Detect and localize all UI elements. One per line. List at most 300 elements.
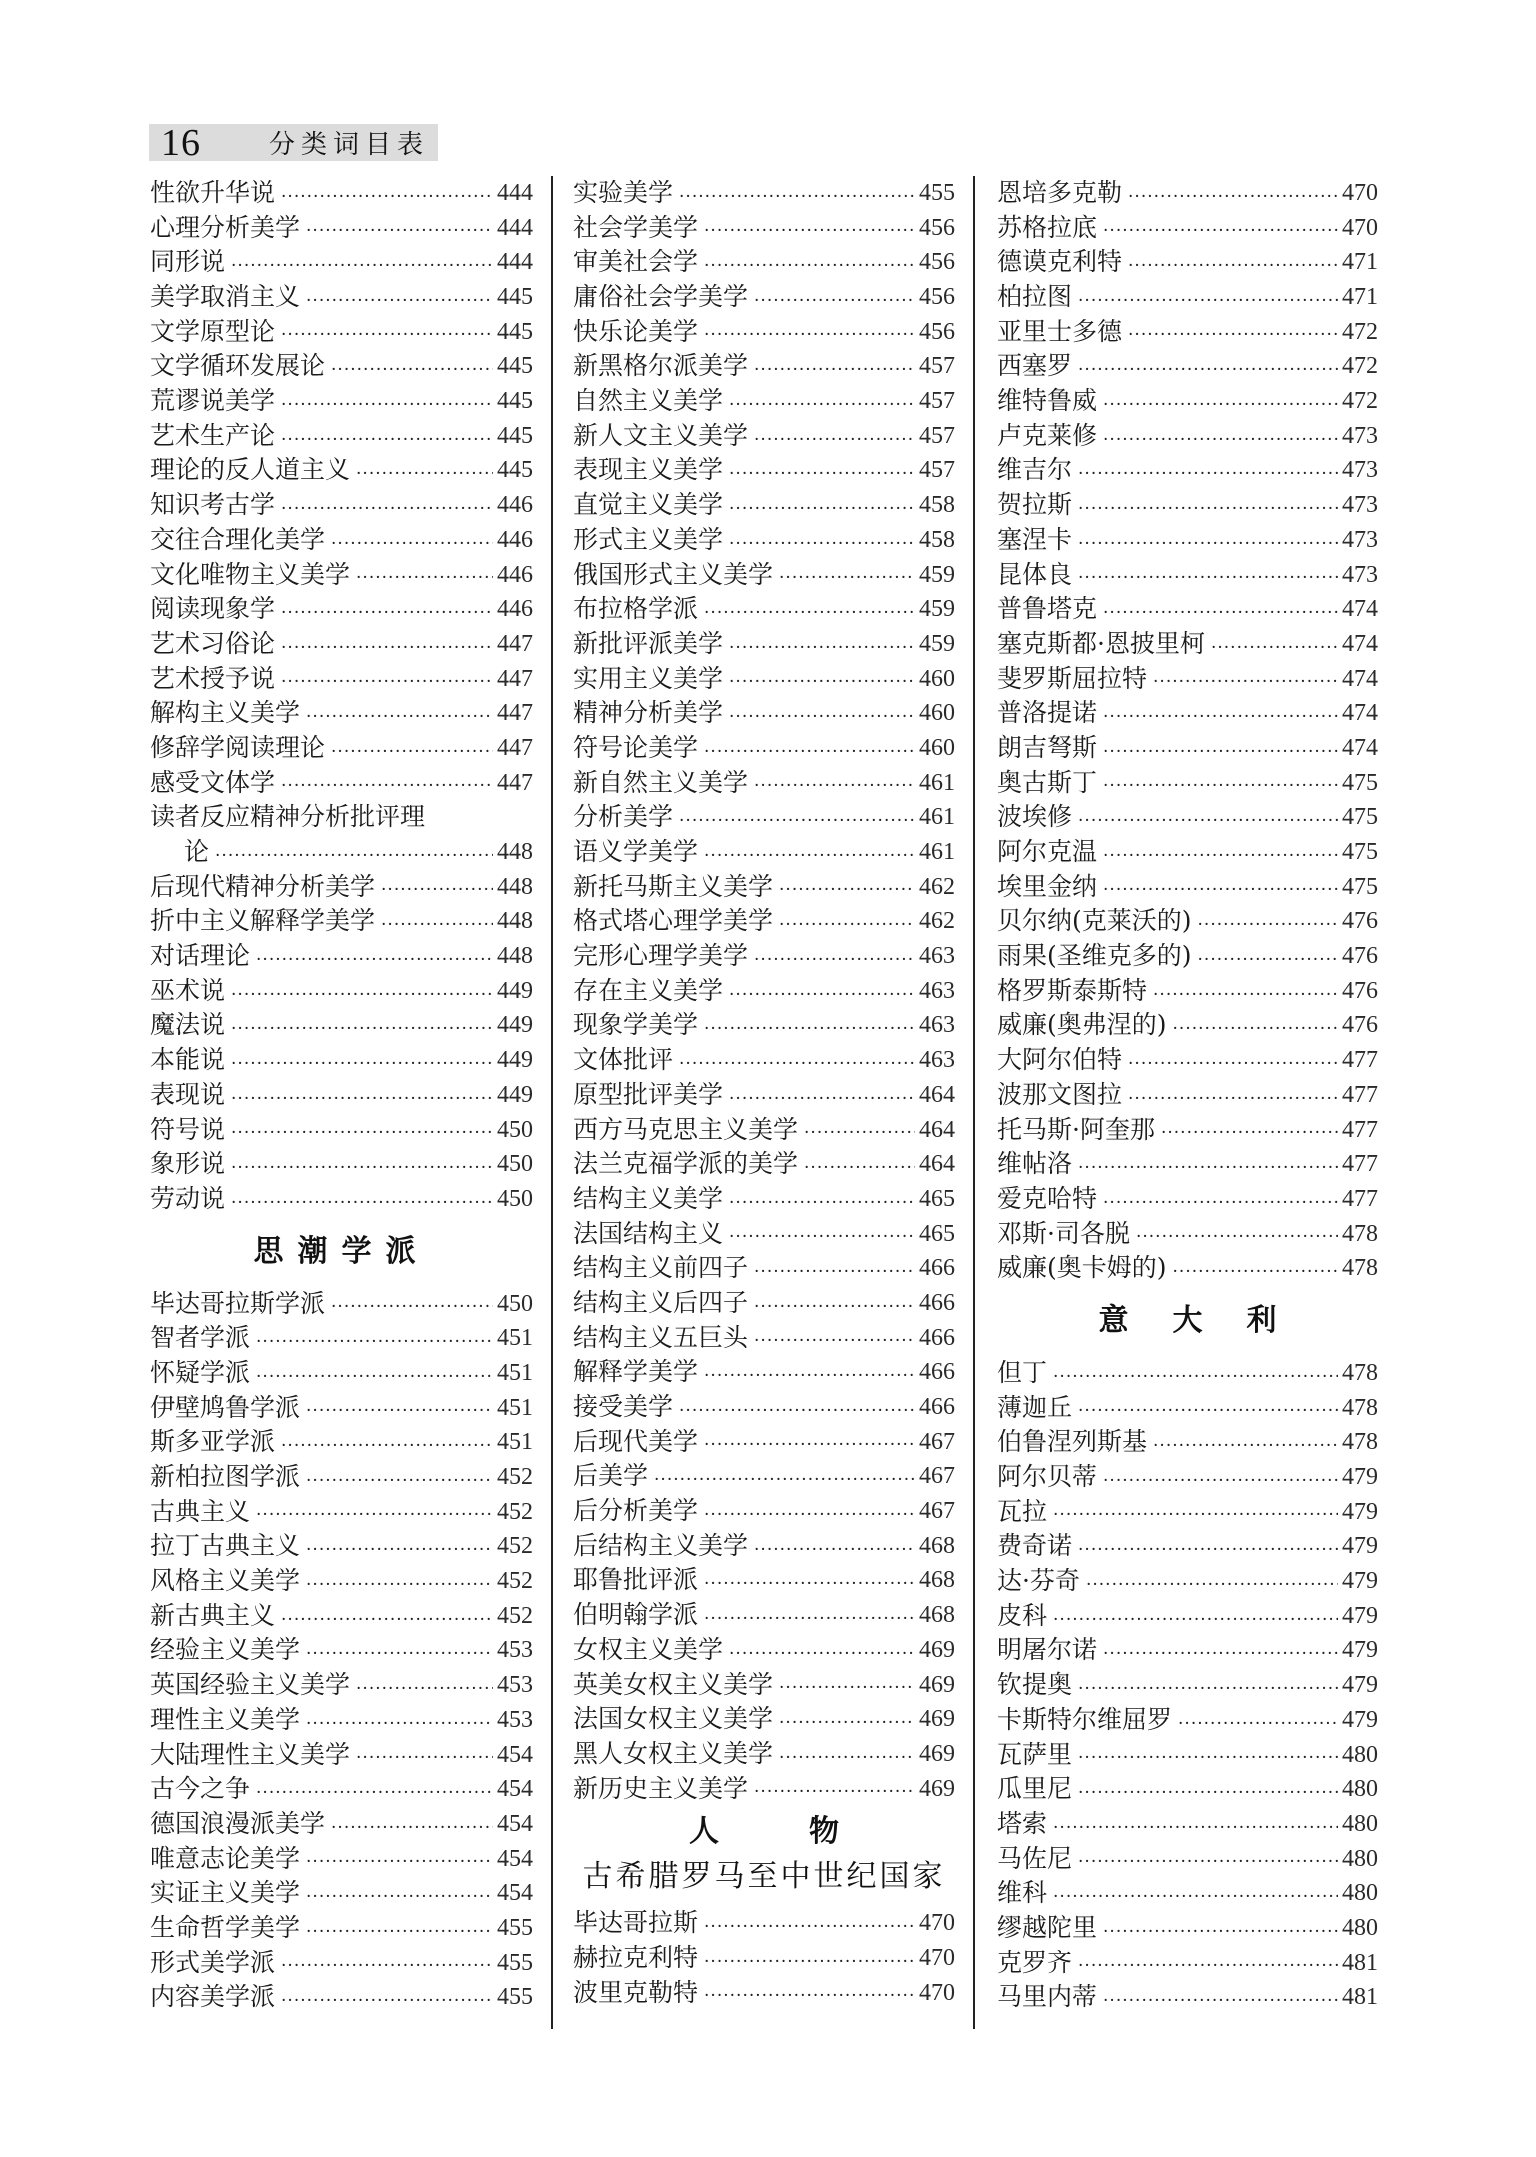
entry-term: 巫术说 [150, 975, 226, 1005]
entry-page: 452 [497, 1498, 533, 1525]
entry-page: 450 [497, 1185, 533, 1212]
index-entry [150, 870, 533, 905]
entry-page: 478 [1342, 1255, 1378, 1282]
entry-term: 符号说 [150, 1114, 226, 1144]
index-entry [150, 349, 533, 384]
entry-term: 费奇诺 [997, 1531, 1073, 1561]
entry-term: 智者学派 [150, 1323, 251, 1353]
index-column-3 [997, 176, 1378, 2027]
entry-page: 479 [1342, 1498, 1378, 1525]
index-entry [997, 627, 1378, 662]
entry-term: 后现代精神分析美学 [150, 871, 376, 901]
entry-term: 经验主义美学 [150, 1635, 301, 1665]
entry-page: 479 [1342, 1464, 1378, 1491]
index-entry [573, 627, 955, 662]
index-entry [150, 1634, 533, 1669]
index-entry [997, 176, 1378, 211]
entry-page: 478 [1342, 1394, 1378, 1421]
entry-page: 450 [497, 1290, 533, 1317]
leader-dots [748, 1327, 915, 1355]
entry-term: 明屠尔诺 [997, 1635, 1098, 1665]
entry-term: 女权主义美学 [573, 1634, 724, 1664]
entry-page: 448 [497, 873, 533, 900]
leader-dots [748, 1536, 915, 1564]
entry-term: 修辞学阅读理论 [150, 732, 326, 762]
entry-page: 458 [919, 526, 955, 553]
leader-dots [1122, 1050, 1338, 1078]
index-entry [150, 245, 533, 280]
entry-term: 达·芬奇 [997, 1566, 1080, 1596]
entry-term: 形式主义美学 [573, 524, 724, 554]
entry-term: 亚里士多德 [997, 316, 1123, 346]
entry-term: 文学循环发展论 [150, 351, 326, 381]
leader-dots [773, 1744, 915, 1772]
entry-page: 469 [919, 1775, 955, 1802]
index-entry [573, 1668, 955, 1703]
index-entry [997, 1182, 1378, 1217]
index-entry [997, 1668, 1378, 1703]
leader-dots [250, 1779, 493, 1807]
entry-term: 表现主义美学 [573, 455, 724, 485]
entry-term: 形式美学派 [150, 1947, 276, 1977]
leader-dots [773, 1674, 915, 1702]
entry-page: 466 [919, 1289, 955, 1316]
leader-dots [1072, 530, 1338, 558]
index-entry [997, 1217, 1378, 1252]
index-entry [150, 1980, 533, 2015]
entry-page: 453 [497, 1672, 533, 1699]
index-entry [997, 974, 1378, 1009]
entry-term: 对话理论 [150, 941, 251, 971]
column-divider [973, 176, 975, 2029]
index-entry [150, 1287, 533, 1322]
index-entry [997, 662, 1378, 697]
entry-term: 后分析美学 [573, 1496, 699, 1526]
leader-dots [325, 738, 493, 766]
entry-term: 艺术授予说 [150, 663, 276, 693]
entry-page: 475 [1342, 769, 1378, 796]
leader-dots [698, 1362, 915, 1390]
leader-dots [275, 495, 493, 523]
index-entry [573, 662, 955, 697]
entry-page: 457 [919, 422, 955, 449]
entry-page: 478 [1342, 1359, 1378, 1386]
entry-page: 463 [919, 1012, 955, 1039]
entry-page: 474 [1342, 596, 1378, 623]
leader-dots [723, 495, 915, 523]
leader-dots [673, 1050, 915, 1078]
index-entry [997, 766, 1378, 801]
index-entry [573, 731, 955, 766]
entry-term: 普鲁塔克 [997, 594, 1098, 624]
leader-dots [1130, 1223, 1338, 1251]
entry-term: 庸俗社会学美学 [573, 282, 749, 312]
entry-term: 后结构主义美学 [573, 1530, 749, 1560]
leader-dots [350, 1744, 493, 1772]
entry-term: 邓斯·司各脱 [997, 1218, 1130, 1248]
index-entry [150, 592, 533, 627]
entry-page: 477 [1342, 1116, 1378, 1143]
leader-dots [698, 1570, 915, 1598]
entry-page: 468 [919, 1602, 955, 1629]
index-entry [573, 939, 955, 974]
entry-page: 478 [1342, 1220, 1378, 1247]
entry-term: 阅读现象学 [150, 594, 276, 624]
entry-term: 埃里金纳 [997, 871, 1098, 901]
entry-page: 448 [497, 908, 533, 935]
page-header [149, 122, 438, 164]
entry-page: 471 [1342, 284, 1378, 311]
leader-dots [1097, 391, 1338, 419]
index-entry [997, 1946, 1378, 1981]
leader-dots [698, 1913, 915, 1941]
entry-page: 474 [1342, 630, 1378, 657]
leader-dots [748, 946, 915, 974]
leader-dots [1072, 1779, 1338, 1807]
entry-page: 480 [1342, 1776, 1378, 1803]
entry-list [573, 1906, 955, 2010]
leader-dots [748, 772, 915, 800]
index-entry [150, 1182, 533, 1217]
entry-term: 分析美学 [573, 802, 674, 832]
entry-page: 472 [1342, 388, 1378, 415]
index-entry [997, 1738, 1378, 1773]
index-entry [573, 835, 955, 870]
leader-dots [225, 1085, 493, 1113]
entry-term: 马里内蒂 [997, 1982, 1098, 2012]
entry-page: 480 [1342, 1845, 1378, 1872]
index-entry [573, 1355, 955, 1390]
entry-page: 479 [1342, 1602, 1378, 1629]
entry-page: 470 [919, 1979, 955, 2006]
leader-dots [1097, 876, 1338, 904]
leader-dots [225, 1050, 493, 1078]
leader-dots [300, 217, 493, 245]
entry-term: 精神分析美学 [573, 698, 724, 728]
entry-term: 存在主义美学 [573, 975, 724, 1005]
index-entry [997, 1391, 1378, 1426]
leader-dots [325, 1814, 493, 1842]
entry-term: 劳动说 [150, 1183, 226, 1213]
leader-dots [250, 1363, 493, 1391]
index-entry [150, 1842, 533, 1877]
entry-page: 453 [497, 1706, 533, 1733]
entry-term: 德谟克利特 [997, 247, 1123, 277]
entry-page: 451 [497, 1325, 533, 1352]
index-entry [997, 315, 1378, 350]
entry-term: 解构主义美学 [150, 698, 301, 728]
index-entry [150, 1391, 533, 1426]
leader-dots [300, 1467, 493, 1495]
entry-page: 447 [497, 769, 533, 796]
entry-term: 解释学美学 [573, 1357, 699, 1387]
entry-page: 481 [1342, 1949, 1378, 1976]
index-entry [573, 1737, 955, 1772]
leader-dots [275, 1987, 493, 2015]
index-entry [573, 211, 955, 246]
leader-dots [275, 321, 493, 349]
index-entry [573, 1459, 955, 1494]
leader-dots [1072, 1952, 1338, 1980]
entry-term: 唯意志论美学 [150, 1843, 301, 1873]
entry-term: 艺术习俗论 [150, 628, 276, 658]
index-entry [997, 1529, 1378, 1564]
entry-page: 476 [1342, 908, 1378, 935]
entry-term: 文学原型论 [150, 316, 276, 346]
index-entry [997, 1634, 1378, 1669]
entry-term: 怀疑学派 [150, 1357, 251, 1387]
entry-term: 新批评派美学 [573, 628, 724, 658]
entry-page: 454 [497, 1880, 533, 1907]
entry-term: 贝尔纳(克莱沃的) [997, 906, 1192, 936]
index-entry [997, 1772, 1378, 1807]
leader-dots [1097, 842, 1338, 870]
index-entry [573, 766, 955, 801]
entry-term: 文化唯物主义美学 [150, 559, 351, 589]
index-entry [573, 870, 955, 905]
entry-term: 论 [184, 837, 210, 867]
entry-page: 464 [919, 1116, 955, 1143]
entry-term: 克罗齐 [997, 1947, 1073, 1977]
leader-dots [698, 738, 915, 766]
section-heading: 意大利 [1098, 1303, 1321, 1338]
entry-page: 458 [919, 492, 955, 519]
entry-page: 459 [919, 630, 955, 657]
entry-page: 468 [919, 1532, 955, 1559]
index-entry [150, 1425, 533, 1460]
leader-dots [723, 1640, 915, 1668]
entry-list [997, 1356, 1378, 2015]
leader-dots [1072, 1848, 1338, 1876]
entry-term: 实验美学 [573, 177, 674, 207]
entry-term: 俄国形式主义美学 [573, 559, 774, 589]
entry-term: 大阿尔伯特 [997, 1045, 1123, 1075]
section-heading: 思潮学派 [253, 1233, 430, 1269]
leader-dots [1047, 1363, 1338, 1391]
entry-page: 469 [919, 1671, 955, 1698]
entry-page: 445 [497, 388, 533, 415]
leader-dots [698, 599, 915, 627]
index-entry [997, 523, 1378, 558]
entry-term: 文体批评 [573, 1045, 674, 1075]
leader-dots [698, 1501, 915, 1529]
leader-dots [1072, 1154, 1338, 1182]
entry-term: 维科 [997, 1878, 1048, 1908]
leader-dots [1097, 1987, 1338, 2015]
entry-page: 477 [1342, 1081, 1378, 1108]
index-entry [573, 1564, 955, 1599]
entry-term: 大陆理性主义美学 [150, 1739, 351, 1769]
entry-page: 461 [919, 769, 955, 796]
entry-term: 法兰克福学派的美学 [573, 1149, 799, 1179]
entry-page: 477 [1342, 1185, 1378, 1212]
entry-page: 474 [1342, 700, 1378, 727]
entry-term: 缪越陀里 [997, 1912, 1098, 1942]
leader-dots [1097, 426, 1338, 454]
leader-dots [673, 1397, 915, 1425]
entry-page: 450 [497, 1151, 533, 1178]
index-entry [150, 1876, 533, 1911]
leader-dots [773, 876, 915, 904]
entry-page: 473 [1342, 457, 1378, 484]
entry-term: 审美社会学 [573, 247, 699, 277]
leader-dots [275, 391, 493, 419]
entry-page: 480 [1342, 1810, 1378, 1837]
entry-term: 朗吉弩斯 [997, 732, 1098, 762]
entry-term: 托马斯·阿奎那 [997, 1114, 1155, 1144]
leader-dots [275, 634, 493, 662]
leader-dots [723, 703, 915, 731]
leader-dots [723, 530, 915, 558]
entry-page: 455 [497, 1984, 533, 2011]
index-entry [150, 1599, 533, 1634]
index-entry [150, 696, 533, 731]
entry-page: 463 [919, 977, 955, 1004]
index-entry [150, 315, 533, 350]
index-entry [997, 904, 1378, 939]
entry-term: 塔索 [997, 1808, 1048, 1838]
entry-page: 474 [1342, 734, 1378, 761]
leader-dots [698, 1982, 915, 2010]
index-entry [150, 488, 533, 523]
entry-term: 性欲升华说 [150, 177, 276, 207]
leader-dots [1097, 772, 1338, 800]
entry-term: 瓦拉 [997, 1496, 1048, 1526]
entry-page: 457 [919, 388, 955, 415]
index-entry [150, 939, 533, 974]
index-entry [150, 1009, 533, 1044]
leader-dots [250, 1328, 493, 1356]
entry-page: 473 [1342, 422, 1378, 449]
entry-term: 威廉(奥卡姆的) [997, 1253, 1167, 1283]
leader-dots [1072, 1536, 1338, 1564]
leader-dots [275, 1952, 493, 1980]
leader-dots [798, 1154, 915, 1182]
entry-page: 455 [497, 1949, 533, 1976]
index-entry [573, 1078, 955, 1113]
leader-dots [350, 564, 493, 592]
entry-page: 466 [919, 1324, 955, 1351]
entry-page: 469 [919, 1636, 955, 1663]
leader-dots [798, 1119, 915, 1147]
entry-term: 心理分析美学 [150, 212, 301, 242]
entry-page: 460 [919, 665, 955, 692]
entry-list [150, 1287, 533, 2015]
index-entry [997, 419, 1378, 454]
index-entry [573, 1113, 955, 1148]
entry-page: 466 [919, 1394, 955, 1421]
entry-page: 446 [497, 561, 533, 588]
entry-page: 477 [1342, 1047, 1378, 1074]
index-entry [573, 1009, 955, 1044]
index-entry [573, 1772, 955, 1807]
leader-dots [300, 1710, 493, 1738]
index-entry [997, 1251, 1378, 1286]
leader-dots [1047, 1814, 1338, 1842]
entry-term: 西方马克思主义美学 [573, 1114, 799, 1144]
entry-term: 古典主义 [150, 1496, 251, 1526]
leader-dots [748, 426, 915, 454]
entry-page: 445 [497, 457, 533, 484]
entry-term: 结构主义五巨头 [573, 1322, 749, 1352]
entry-term: 古今之争 [150, 1774, 251, 1804]
entry-term: 后美学 [573, 1461, 649, 1491]
index-entry [150, 1738, 533, 1773]
entry-page: 445 [497, 353, 533, 380]
leader-dots [300, 1571, 493, 1599]
leader-dots [300, 287, 493, 315]
entry-page: 446 [497, 492, 533, 519]
entry-page: 475 [1342, 839, 1378, 866]
entry-term: 符号论美学 [573, 732, 699, 762]
entry-page: 473 [1342, 526, 1378, 553]
index-entry [997, 835, 1378, 870]
entry-page: 462 [919, 908, 955, 935]
entry-page: 481 [1342, 1984, 1378, 2011]
leader-dots [225, 981, 493, 1009]
entry-term: 结构主义前四子 [573, 1253, 749, 1283]
entry-page: 469 [919, 1706, 955, 1733]
leader-dots [225, 1189, 493, 1217]
index-entry [150, 904, 533, 939]
entry-page: 466 [919, 1359, 955, 1386]
index-entry [150, 176, 533, 211]
leader-dots [673, 807, 915, 835]
entry-term: 后现代美学 [573, 1426, 699, 1456]
index-entry [573, 1043, 955, 1078]
index-entry [997, 488, 1378, 523]
index-entry [573, 1906, 955, 1941]
entry-page: 461 [919, 804, 955, 831]
entry-term: 快乐论美学 [573, 316, 699, 346]
entry-page: 449 [497, 1012, 533, 1039]
index-entry [997, 1009, 1378, 1044]
entry-term: 雨果(圣维克多的) [997, 941, 1192, 971]
entry-term: 新古典主义 [150, 1600, 276, 1630]
entry-page: 461 [919, 839, 955, 866]
entry-term: 阿尔克温 [997, 837, 1098, 867]
index-entry [573, 1494, 955, 1529]
leader-dots [275, 426, 493, 454]
index-entry [997, 1147, 1378, 1182]
index-entry [997, 211, 1378, 246]
entry-page: 464 [919, 1081, 955, 1108]
entry-page: 454 [497, 1845, 533, 1872]
entry-page: 467 [919, 1428, 955, 1455]
entry-page: 472 [1342, 318, 1378, 345]
entry-page: 463 [919, 1047, 955, 1074]
entry-page: 456 [919, 214, 955, 241]
entry-page: 475 [1342, 804, 1378, 831]
index-entry [573, 1217, 955, 1252]
index-entry [573, 454, 955, 489]
entry-page: 450 [497, 1116, 533, 1143]
entry-page: 457 [919, 353, 955, 380]
entry-term: 结构主义后四子 [573, 1287, 749, 1317]
index-column-2 [573, 176, 955, 2027]
entry-term: 格式塔心理学美学 [573, 906, 774, 936]
entry-term: 毕达哥拉斯 [573, 1908, 699, 1938]
index-entry [573, 315, 955, 350]
entry-page: 457 [919, 457, 955, 484]
entry-term: 塞涅卡 [997, 524, 1073, 554]
leader-dots [1122, 183, 1338, 211]
index-entry [997, 1703, 1378, 1738]
entry-page: 475 [1342, 873, 1378, 900]
entry-page: 480 [1342, 1914, 1378, 1941]
entry-page: 460 [919, 734, 955, 761]
index-entry [573, 1251, 955, 1286]
